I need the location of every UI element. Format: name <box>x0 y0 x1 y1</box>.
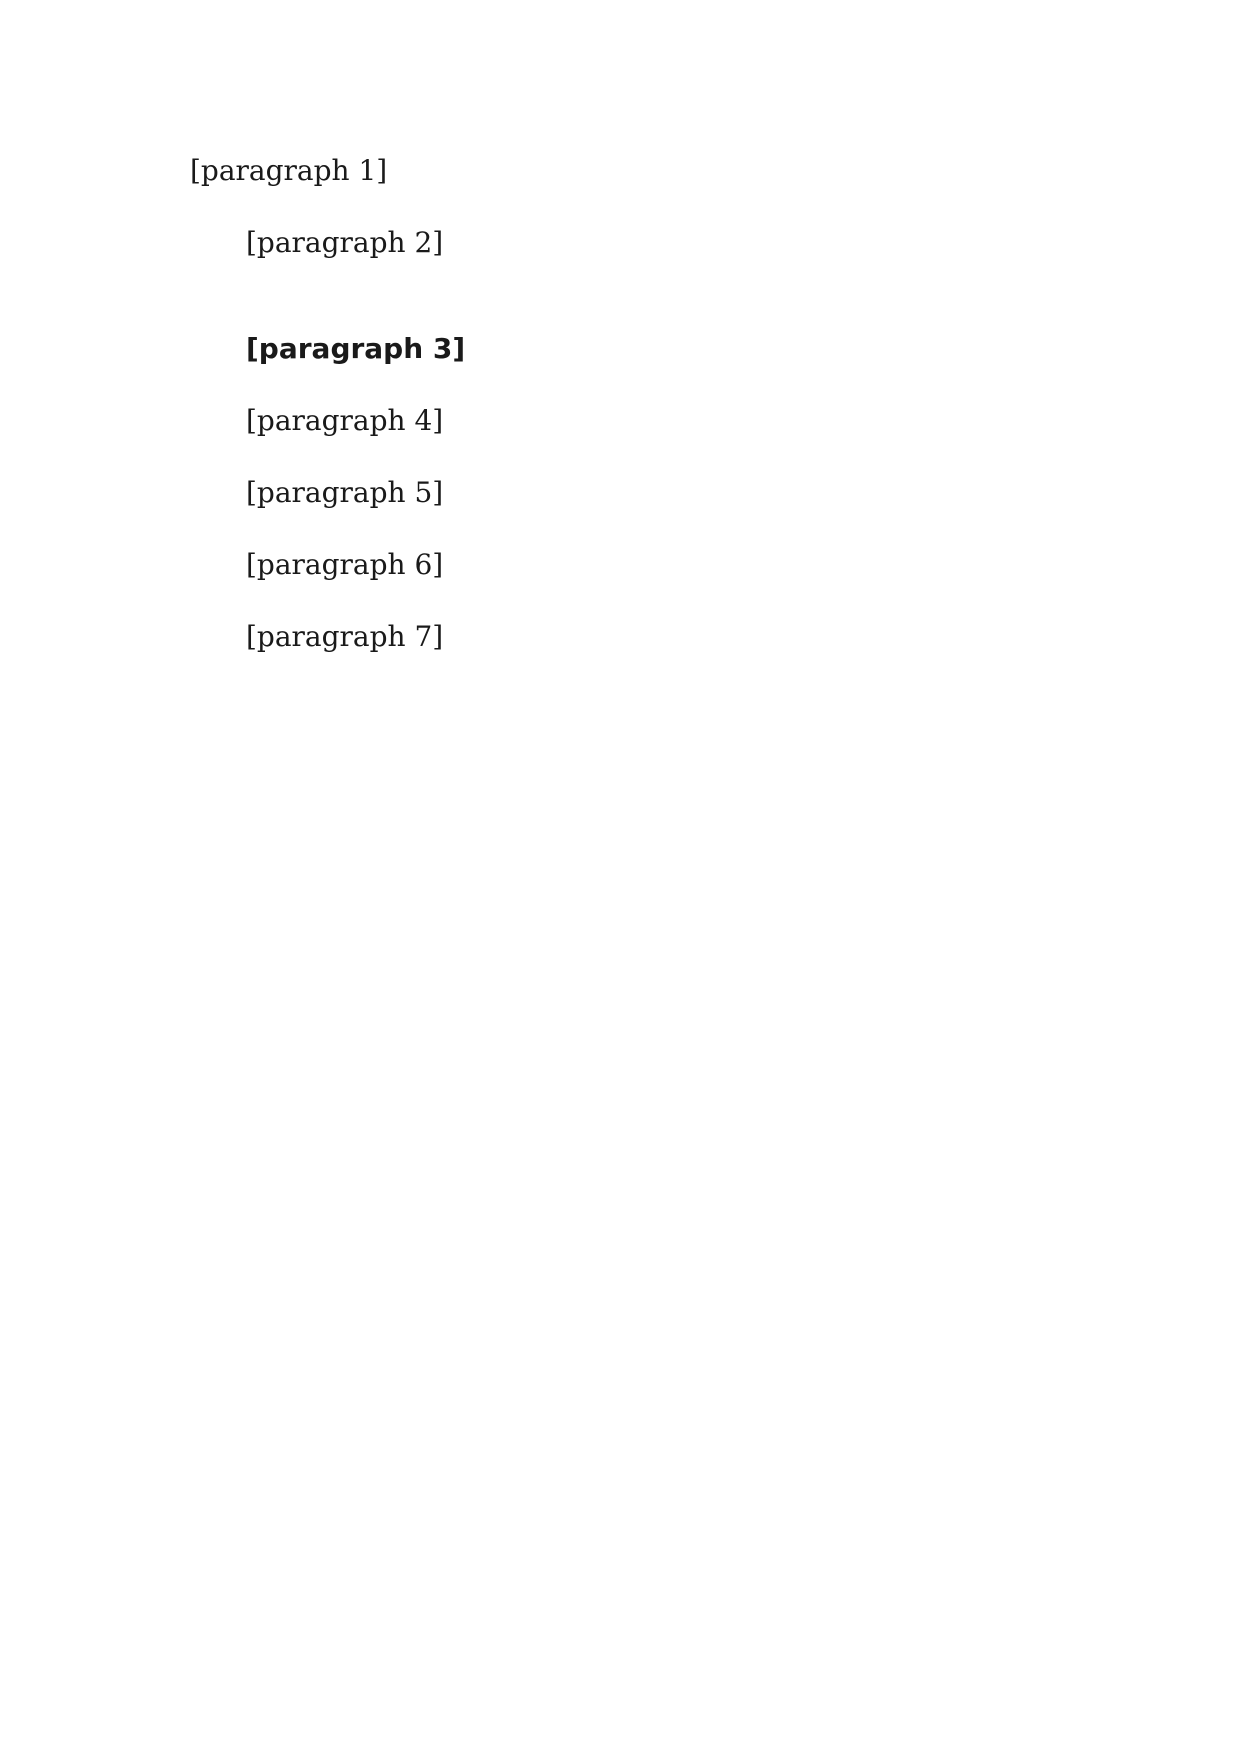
section-heading: [paragraph 3] <box>246 332 466 365</box>
section-spacer <box>190 279 1050 313</box>
paragraph: [paragraph 2] <box>246 226 444 259</box>
paragraph: [paragraph 5] <box>246 476 444 509</box>
paragraph: [paragraph 6] <box>246 548 444 581</box>
paragraph: [paragraph 4] <box>246 404 444 437</box>
document-body <box>190 135 1050 673</box>
paragraph-continued: [paragraph 1] <box>190 154 388 187</box>
paragraph: [paragraph 7] <box>246 620 444 653</box>
